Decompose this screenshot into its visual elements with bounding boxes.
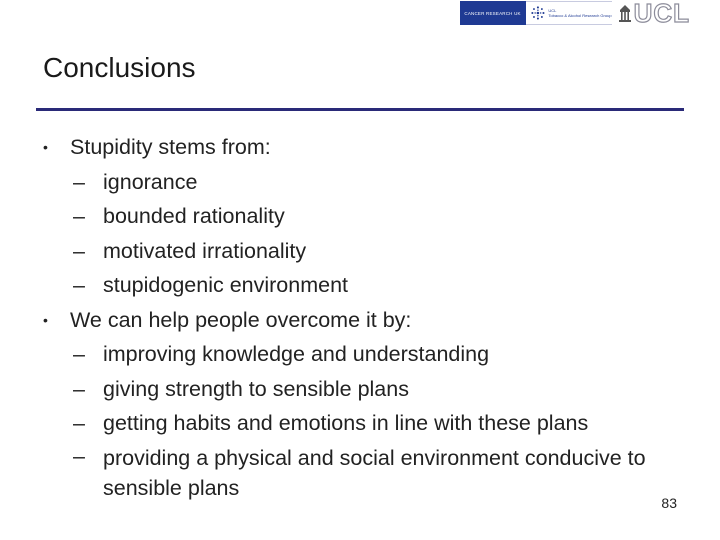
sub-item-text: providing a physical and social environment conducive to sensible plans	[103, 445, 646, 500]
dash-symbol: –	[73, 376, 85, 401]
sub-item-text: motivated irrationality	[103, 238, 307, 263]
bullet-text: Stupidity stems from:	[70, 135, 271, 159]
partner-logo-line2: Tobacco & Alcohol Research Group	[548, 13, 612, 18]
bullet-text: We can help people overcome it by:	[70, 307, 412, 332]
slide-title: Conclusions	[43, 52, 196, 83]
sub-item-text: giving strength to sensible plans	[103, 376, 409, 401]
sub-item-text: improving knowledge and understanding	[103, 342, 490, 366]
partner-logo-text	[548, 8, 611, 18]
portico-icon	[618, 4, 632, 22]
bullet-item	[43, 130, 683, 165]
sub-item	[43, 199, 683, 234]
bullet-symbol: •	[43, 311, 48, 328]
cruk-logo-text: CANCER RESEARCH UK	[464, 10, 521, 16]
sub-item	[43, 234, 683, 269]
bullet-item	[43, 303, 683, 338]
dash-symbol: –	[73, 411, 85, 435]
sub-item	[43, 406, 683, 441]
partner-logo-line1: UCL	[548, 8, 557, 13]
sub-item	[43, 441, 683, 503]
sub-item	[43, 372, 683, 407]
sub-item-text: bounded rationality	[103, 204, 285, 228]
sub-item	[43, 165, 683, 200]
partner-logo	[526, 1, 612, 25]
sub-item	[43, 337, 683, 372]
dash-symbol: –	[73, 238, 85, 263]
sub-item-text: getting habits and emotions in line with these plans	[103, 411, 589, 435]
bullet-symbol: •	[43, 139, 48, 155]
sub-item-text: ignorance	[103, 169, 198, 194]
ucl-logo-text: UCL	[633, 0, 690, 28]
cancer-research-uk-logo	[460, 1, 526, 25]
page-number: 83	[661, 495, 677, 511]
ucl-logo	[618, 0, 690, 26]
dash-symbol: –	[73, 169, 85, 194]
header-logos	[460, 0, 690, 26]
slide-body	[43, 130, 683, 503]
dash-symbol: –	[73, 273, 85, 297]
snowflake-mark-icon	[530, 3, 546, 23]
sub-item-text: stupidogenic environment	[103, 273, 349, 297]
sub-item	[43, 268, 683, 303]
title-divider	[36, 108, 684, 111]
dash-symbol: –	[73, 443, 85, 468]
dash-symbol: –	[73, 342, 85, 366]
dash-symbol: –	[73, 204, 85, 228]
